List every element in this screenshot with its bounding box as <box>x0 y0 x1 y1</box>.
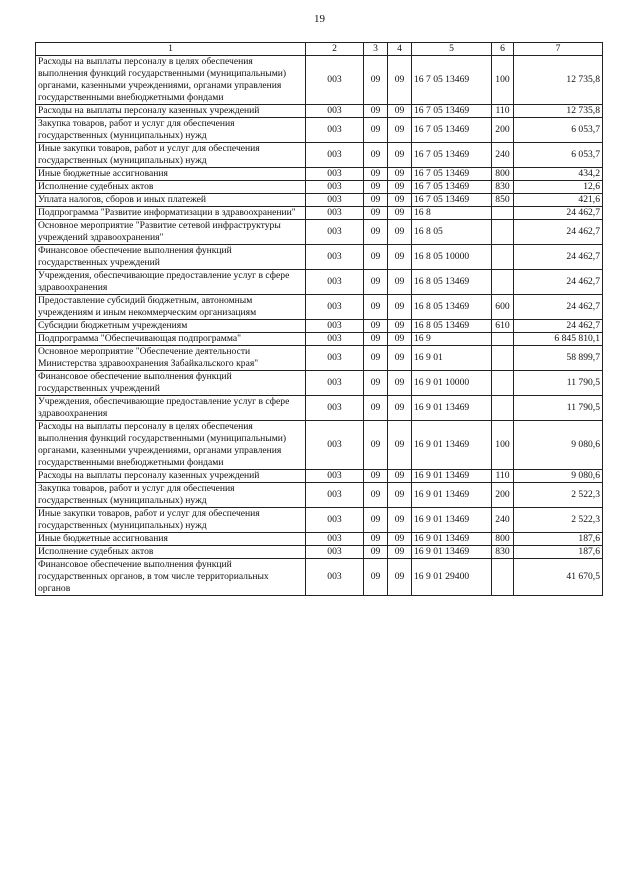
row-ved-cell: 003 <box>306 181 364 194</box>
budget-table <box>35 42 603 596</box>
table-row <box>36 559 603 596</box>
row-sum-cell: 24 462,7 <box>514 207 603 220</box>
row-rz-cell: 09 <box>364 245 388 270</box>
row-rz-cell: 09 <box>364 396 388 421</box>
table-row <box>36 207 603 220</box>
row-vr-cell <box>492 559 514 596</box>
column-header: 4 <box>388 43 412 56</box>
table-row <box>36 270 603 295</box>
row-pr-cell: 09 <box>388 143 412 168</box>
row-name-cell: Иные бюджетные ассигнования <box>36 533 306 546</box>
row-vr-cell: 110 <box>492 470 514 483</box>
table-row <box>36 143 603 168</box>
row-name-cell: Предоставление субсидий бюджетным, автономным учреждениям и иным некоммерческим организациям <box>36 295 306 320</box>
row-name-cell: Исполнение судебных актов <box>36 181 306 194</box>
row-rz-cell: 09 <box>364 333 388 346</box>
table-body <box>36 56 603 596</box>
row-vr-cell: 600 <box>492 295 514 320</box>
row-vr-cell <box>492 396 514 421</box>
row-vr-cell <box>492 207 514 220</box>
row-csr-cell: 16 8 05 13469 <box>412 270 492 295</box>
row-rz-cell: 09 <box>364 346 388 371</box>
row-ved-cell: 003 <box>306 546 364 559</box>
row-sum-cell: 58 899,7 <box>514 346 603 371</box>
row-name-cell: Финансовое обеспечение выполнения функций государственных учреждений <box>36 245 306 270</box>
row-rz-cell: 09 <box>364 194 388 207</box>
row-csr-cell: 16 9 01 <box>412 346 492 371</box>
row-ved-cell: 003 <box>306 270 364 295</box>
row-csr-cell: 16 9 01 13469 <box>412 396 492 421</box>
row-vr-cell <box>492 333 514 346</box>
row-sum-cell: 187,6 <box>514 533 603 546</box>
table-row <box>36 181 603 194</box>
row-vr-cell <box>492 371 514 396</box>
row-rz-cell: 09 <box>364 220 388 245</box>
row-csr-cell: 16 8 05 13469 <box>412 320 492 333</box>
row-pr-cell: 09 <box>388 421 412 470</box>
row-name-cell: Исполнение судебных актов <box>36 546 306 559</box>
row-sum-cell: 12 735,8 <box>514 56 603 105</box>
row-name-cell: Закупка товаров, работ и услуг для обеспечения государственных (муниципальных) нужд <box>36 483 306 508</box>
row-name-cell: Иные закупки товаров, работ и услуг для обеспечения государственных (муниципальных) нужд <box>36 143 306 168</box>
row-name-cell: Расходы на выплаты персоналу в целях обеспечения выполнения функций государственными (муниципальными) органами, казенными учреждениями, органами управления государственными внебюджетными фондами <box>36 421 306 470</box>
row-csr-cell: 16 9 01 10000 <box>412 371 492 396</box>
row-vr-cell: 240 <box>492 508 514 533</box>
row-rz-cell: 09 <box>364 56 388 105</box>
row-rz-cell: 09 <box>364 181 388 194</box>
table-row <box>36 346 603 371</box>
table-row <box>36 533 603 546</box>
row-csr-cell: 16 7 05 13469 <box>412 118 492 143</box>
row-rz-cell: 09 <box>364 320 388 333</box>
table-header-row <box>36 43 603 56</box>
column-header: 7 <box>514 43 603 56</box>
table-row <box>36 320 603 333</box>
table-row <box>36 245 603 270</box>
row-ved-cell: 003 <box>306 533 364 546</box>
row-ved-cell: 003 <box>306 220 364 245</box>
row-rz-cell: 09 <box>364 295 388 320</box>
table-row <box>36 421 603 470</box>
row-sum-cell: 24 462,7 <box>514 270 603 295</box>
row-csr-cell: 16 7 05 13469 <box>412 105 492 118</box>
row-rz-cell: 09 <box>364 470 388 483</box>
row-rz-cell: 09 <box>364 168 388 181</box>
row-pr-cell: 09 <box>388 320 412 333</box>
row-sum-cell: 6 053,7 <box>514 118 603 143</box>
row-sum-cell: 6 845 810,1 <box>514 333 603 346</box>
row-pr-cell: 09 <box>388 245 412 270</box>
row-ved-cell: 003 <box>306 56 364 105</box>
row-rz-cell: 09 <box>364 533 388 546</box>
row-vr-cell: 830 <box>492 181 514 194</box>
row-name-cell: Подпрограмма "Развитие информатизации в здравоохранении" <box>36 207 306 220</box>
column-header: 1 <box>36 43 306 56</box>
row-vr-cell: 830 <box>492 546 514 559</box>
row-vr-cell: 800 <box>492 533 514 546</box>
row-pr-cell: 09 <box>388 371 412 396</box>
row-rz-cell: 09 <box>364 559 388 596</box>
row-ved-cell: 003 <box>306 320 364 333</box>
row-rz-cell: 09 <box>364 118 388 143</box>
row-sum-cell: 12 735,8 <box>514 105 603 118</box>
row-pr-cell: 09 <box>388 295 412 320</box>
row-name-cell: Закупка товаров, работ и услуг для обеспечения государственных (муниципальных) нужд <box>36 118 306 143</box>
row-name-cell: Основное мероприятие "Обеспечение деятельности Министерства здравоохранения Забайкальского края" <box>36 346 306 371</box>
row-rz-cell: 09 <box>364 421 388 470</box>
row-ved-cell: 003 <box>306 118 364 143</box>
row-ved-cell: 003 <box>306 559 364 596</box>
row-pr-cell: 09 <box>388 470 412 483</box>
row-vr-cell: 800 <box>492 168 514 181</box>
row-sum-cell: 2 522,3 <box>514 508 603 533</box>
row-name-cell: Финансовое обеспечение выполнения функций государственных органов, в том числе территориальных органов <box>36 559 306 596</box>
row-name-cell: Субсидии бюджетным учреждениям <box>36 320 306 333</box>
row-sum-cell: 24 462,7 <box>514 245 603 270</box>
row-vr-cell: 850 <box>492 194 514 207</box>
row-vr-cell <box>492 346 514 371</box>
row-csr-cell: 16 8 05 13469 <box>412 295 492 320</box>
column-header: 2 <box>306 43 364 56</box>
row-name-cell: Финансовое обеспечение выполнения функций государственных учреждений <box>36 371 306 396</box>
table-row <box>36 508 603 533</box>
row-rz-cell: 09 <box>364 105 388 118</box>
row-rz-cell: 09 <box>364 270 388 295</box>
row-name-cell: Подпрограмма "Обеспечивающая подпрограмма" <box>36 333 306 346</box>
row-name-cell: Учреждения, обеспечивающие предоставление услуг в сфере здравоохранения <box>36 396 306 421</box>
row-pr-cell: 09 <box>388 181 412 194</box>
row-csr-cell: 16 9 01 13469 <box>412 508 492 533</box>
row-pr-cell: 09 <box>388 220 412 245</box>
row-csr-cell: 16 9 01 29400 <box>412 559 492 596</box>
row-sum-cell: 11 790,5 <box>514 396 603 421</box>
row-vr-cell: 610 <box>492 320 514 333</box>
row-csr-cell: 16 9 01 13469 <box>412 483 492 508</box>
page-number: 19 <box>314 13 325 25</box>
column-header: 3 <box>364 43 388 56</box>
row-sum-cell: 11 790,5 <box>514 371 603 396</box>
row-sum-cell: 24 462,7 <box>514 220 603 245</box>
row-ved-cell: 003 <box>306 371 364 396</box>
row-pr-cell: 09 <box>388 508 412 533</box>
row-ved-cell: 003 <box>306 421 364 470</box>
row-pr-cell: 09 <box>388 105 412 118</box>
row-pr-cell: 09 <box>388 194 412 207</box>
row-csr-cell: 16 7 05 13469 <box>412 168 492 181</box>
row-csr-cell: 16 9 01 13469 <box>412 421 492 470</box>
row-pr-cell: 09 <box>388 533 412 546</box>
table-row <box>36 371 603 396</box>
row-sum-cell: 9 080,6 <box>514 421 603 470</box>
row-pr-cell: 09 <box>388 333 412 346</box>
row-vr-cell <box>492 220 514 245</box>
row-csr-cell: 16 8 05 10000 <box>412 245 492 270</box>
row-rz-cell: 09 <box>364 207 388 220</box>
row-sum-cell: 421,6 <box>514 194 603 207</box>
row-csr-cell: 16 9 01 13469 <box>412 546 492 559</box>
row-name-cell: Иные бюджетные ассигнования <box>36 168 306 181</box>
table-row <box>36 56 603 105</box>
row-ved-cell: 003 <box>306 396 364 421</box>
row-pr-cell: 09 <box>388 483 412 508</box>
row-pr-cell: 09 <box>388 270 412 295</box>
row-sum-cell: 12,6 <box>514 181 603 194</box>
table-row <box>36 105 603 118</box>
row-sum-cell: 187,6 <box>514 546 603 559</box>
row-vr-cell: 240 <box>492 143 514 168</box>
column-header: 5 <box>412 43 492 56</box>
row-rz-cell: 09 <box>364 508 388 533</box>
row-name-cell: Учреждения, обеспечивающие предоставление услуг в сфере здравоохранения <box>36 270 306 295</box>
table-row <box>36 396 603 421</box>
row-sum-cell: 41 670,5 <box>514 559 603 596</box>
row-sum-cell: 24 462,7 <box>514 295 603 320</box>
row-sum-cell: 24 462,7 <box>514 320 603 333</box>
row-csr-cell: 16 9 01 13469 <box>412 470 492 483</box>
row-vr-cell <box>492 245 514 270</box>
row-pr-cell: 09 <box>388 346 412 371</box>
row-pr-cell: 09 <box>388 56 412 105</box>
row-pr-cell: 09 <box>388 168 412 181</box>
column-header: 6 <box>492 43 514 56</box>
row-pr-cell: 09 <box>388 207 412 220</box>
row-name-cell: Иные закупки товаров, работ и услуг для обеспечения государственных (муниципальных) нужд <box>36 508 306 533</box>
row-vr-cell <box>492 270 514 295</box>
row-sum-cell: 9 080,6 <box>514 470 603 483</box>
row-csr-cell: 16 9 01 13469 <box>412 533 492 546</box>
table-row <box>36 194 603 207</box>
row-vr-cell: 200 <box>492 483 514 508</box>
row-ved-cell: 003 <box>306 168 364 181</box>
row-sum-cell: 2 522,3 <box>514 483 603 508</box>
row-ved-cell: 003 <box>306 295 364 320</box>
row-vr-cell: 110 <box>492 105 514 118</box>
table-row <box>36 168 603 181</box>
row-ved-cell: 003 <box>306 483 364 508</box>
row-pr-cell: 09 <box>388 118 412 143</box>
row-ved-cell: 003 <box>306 207 364 220</box>
table-row <box>36 546 603 559</box>
table-row <box>36 220 603 245</box>
table-row <box>36 295 603 320</box>
row-pr-cell: 09 <box>388 546 412 559</box>
row-csr-cell: 16 8 <box>412 207 492 220</box>
row-pr-cell: 09 <box>388 559 412 596</box>
row-csr-cell: 16 7 05 13469 <box>412 143 492 168</box>
table-row <box>36 470 603 483</box>
row-ved-cell: 003 <box>306 194 364 207</box>
row-ved-cell: 003 <box>306 346 364 371</box>
row-name-cell: Уплата налогов, сборов и иных платежей <box>36 194 306 207</box>
row-name-cell: Основное мероприятие "Развитие сетевой инфраструктуры учреждений здравоохранения" <box>36 220 306 245</box>
row-ved-cell: 003 <box>306 245 364 270</box>
table-row <box>36 333 603 346</box>
row-csr-cell: 16 7 05 13469 <box>412 194 492 207</box>
row-ved-cell: 003 <box>306 143 364 168</box>
row-vr-cell: 100 <box>492 421 514 470</box>
row-rz-cell: 09 <box>364 143 388 168</box>
row-name-cell: Расходы на выплаты персоналу в целях обеспечения выполнения функций государственными (муниципальными) органами, казенными учреждениями, органами управления государственными внебюджетными фондами <box>36 56 306 105</box>
row-csr-cell: 16 7 05 13469 <box>412 181 492 194</box>
row-ved-cell: 003 <box>306 333 364 346</box>
row-name-cell: Расходы на выплаты персоналу казенных учреждений <box>36 105 306 118</box>
row-csr-cell: 16 9 <box>412 333 492 346</box>
row-vr-cell: 100 <box>492 56 514 105</box>
row-csr-cell: 16 7 05 13469 <box>412 56 492 105</box>
row-pr-cell: 09 <box>388 396 412 421</box>
row-ved-cell: 003 <box>306 105 364 118</box>
table-row <box>36 118 603 143</box>
row-rz-cell: 09 <box>364 546 388 559</box>
row-rz-cell: 09 <box>364 483 388 508</box>
row-name-cell: Расходы на выплаты персоналу казенных учреждений <box>36 470 306 483</box>
row-ved-cell: 003 <box>306 508 364 533</box>
row-sum-cell: 6 053,7 <box>514 143 603 168</box>
row-sum-cell: 434,2 <box>514 168 603 181</box>
row-ved-cell: 003 <box>306 470 364 483</box>
row-csr-cell: 16 8 05 <box>412 220 492 245</box>
row-vr-cell: 200 <box>492 118 514 143</box>
table-row <box>36 483 603 508</box>
row-rz-cell: 09 <box>364 371 388 396</box>
